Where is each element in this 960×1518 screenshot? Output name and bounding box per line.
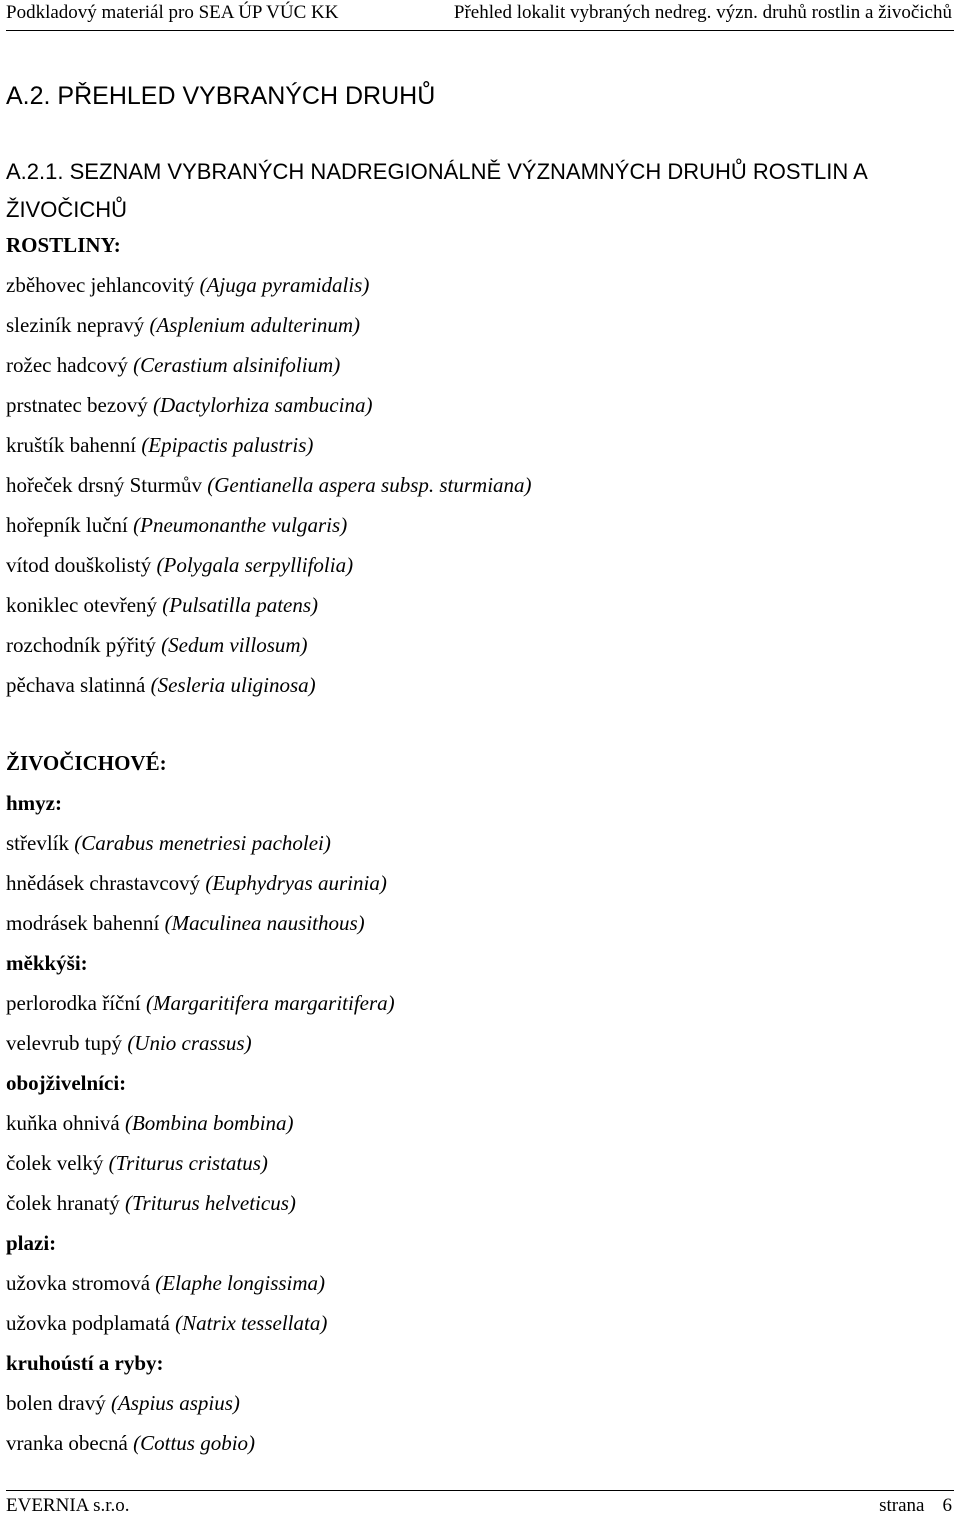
list-item <box>6 1310 327 1336</box>
list-item <box>6 352 340 378</box>
latin-name: (Unio crassus) <box>127 1031 252 1055</box>
czech-name: hořepník luční <box>6 513 128 537</box>
list-item <box>6 1030 252 1056</box>
czech-name: čolek velký <box>6 1151 104 1175</box>
czech-name: zběhovec jehlancovitý <box>6 273 195 297</box>
czech-name: vítod douškolistý <box>6 553 152 577</box>
latin-name: (Asplenium adulterinum) <box>149 313 361 337</box>
page-label: strana <box>879 1495 925 1516</box>
list-item <box>6 1190 296 1216</box>
group-title-reptiles: plazi: <box>6 1231 57 1255</box>
latin-name: (Triturus helveticus) <box>124 1191 296 1215</box>
list-item <box>6 272 369 298</box>
list-item <box>6 1270 325 1296</box>
latin-name: (Aspius aspius) <box>110 1391 240 1415</box>
czech-name: modrásek bahenní <box>6 911 160 935</box>
czech-name: čolek hranatý <box>6 1191 120 1215</box>
list-item <box>6 830 331 856</box>
group-title-fish: kruhoústí a ryby: <box>6 1351 164 1375</box>
czech-name: hořeček drsný Sturmův <box>6 473 202 497</box>
czech-name: vranka obecná <box>6 1431 128 1455</box>
latin-name: (Euphydryas aurinia) <box>205 871 387 895</box>
latin-name: (Carabus menetriesi pacholei) <box>74 831 331 855</box>
czech-name: rozchodník pýřitý <box>6 633 156 657</box>
subsection-title: SEZNAM VYBRANÝCH NADREGIONÁLNĚ VÝZNAMNÝCH DRUHŮ ROSTLIN A ŽIVOČICHŮ <box>6 159 867 222</box>
czech-name: kuňka ohnivá <box>6 1111 120 1135</box>
latin-name: (Elaphe longissima) <box>155 1271 326 1295</box>
czech-name: pěchava slatinná <box>6 673 146 697</box>
group-title-amphibians: obojživelníci: <box>6 1071 127 1095</box>
list-item <box>6 432 313 458</box>
czech-name: hnědásek chrastavcový <box>6 871 201 895</box>
group-title-insects: hmyz: <box>6 791 62 815</box>
latin-name: (Epipactis palustris) <box>141 433 314 457</box>
czech-name: koniklec otevřený <box>6 593 158 617</box>
plants-title: ROSTLINY: <box>6 233 121 257</box>
page-number: 6 <box>942 1495 952 1516</box>
subsection-heading <box>6 153 954 229</box>
list-item <box>6 990 395 1016</box>
czech-name: velevrub tupý <box>6 1031 123 1055</box>
header-section-title: Přehled lokalit vybraných nedreg. význ. druhů rostlin a živočichů <box>453 2 952 23</box>
list-item <box>6 512 347 538</box>
czech-name: užovka stromová <box>6 1271 151 1295</box>
czech-name: užovka podplamatá <box>6 1311 170 1335</box>
latin-name: (Pulsatilla patens) <box>162 593 319 617</box>
animals-title: ŽIVOČICHOVÉ: <box>6 751 167 775</box>
czech-name: kruštík bahenní <box>6 433 137 457</box>
page-footer <box>6 1490 954 1518</box>
list-item <box>6 1110 294 1136</box>
czech-name: prstnatec bezový <box>6 393 148 417</box>
latin-name: (Natrix tessellata) <box>175 1311 328 1335</box>
czech-name: rožec hadcový <box>6 353 128 377</box>
section-heading: A.2. PŘEHLED VYBRANÝCH DRUHŮ <box>6 82 436 110</box>
list-item <box>6 672 316 698</box>
latin-name: (Maculinea nausithous) <box>164 911 365 935</box>
latin-name: (Dactylorhiza sambucina) <box>152 393 373 417</box>
latin-name: (Sesleria uliginosa) <box>150 673 316 697</box>
page-header <box>6 0 954 31</box>
header-document-title: Podkladový materiál pro SEA ÚP VÚC KK <box>6 2 339 23</box>
czech-name: sleziník nepravý <box>6 313 145 337</box>
latin-name: (Polygala serpyllifolia) <box>156 553 354 577</box>
latin-name: (Ajuga pyramidalis) <box>199 273 370 297</box>
czech-name: střevlík <box>6 831 69 855</box>
latin-name: (Sedum villosum) <box>161 633 308 657</box>
subsection-number: A.2.1. <box>6 159 64 184</box>
list-item <box>6 910 365 936</box>
list-item <box>6 632 308 658</box>
list-item <box>6 472 532 498</box>
latin-name: (Margaritifera margaritifera) <box>145 991 395 1015</box>
latin-name: (Gentianella aspera subsp. sturmiana) <box>207 473 532 497</box>
latin-name: (Triturus cristatus) <box>108 1151 268 1175</box>
latin-name: (Cottus gobio) <box>133 1431 256 1455</box>
czech-name: perlorodka říční <box>6 991 141 1015</box>
latin-name: (Pneumonanthe vulgaris) <box>133 513 348 537</box>
list-item <box>6 870 387 896</box>
footer-page <box>879 1495 952 1517</box>
list-item <box>6 392 372 418</box>
latin-name: (Cerastium alsinifolium) <box>133 353 341 377</box>
list-item <box>6 312 360 338</box>
list-item <box>6 1150 268 1176</box>
list-item <box>6 1430 255 1456</box>
footer-company: EVERNIA s.r.o. <box>6 1495 130 1516</box>
list-item <box>6 1390 240 1416</box>
group-title-molluscs: měkkýši: <box>6 951 88 975</box>
czech-name: bolen dravý <box>6 1391 106 1415</box>
list-item <box>6 552 353 578</box>
latin-name: (Bombina bombina) <box>124 1111 294 1135</box>
list-item <box>6 592 318 618</box>
